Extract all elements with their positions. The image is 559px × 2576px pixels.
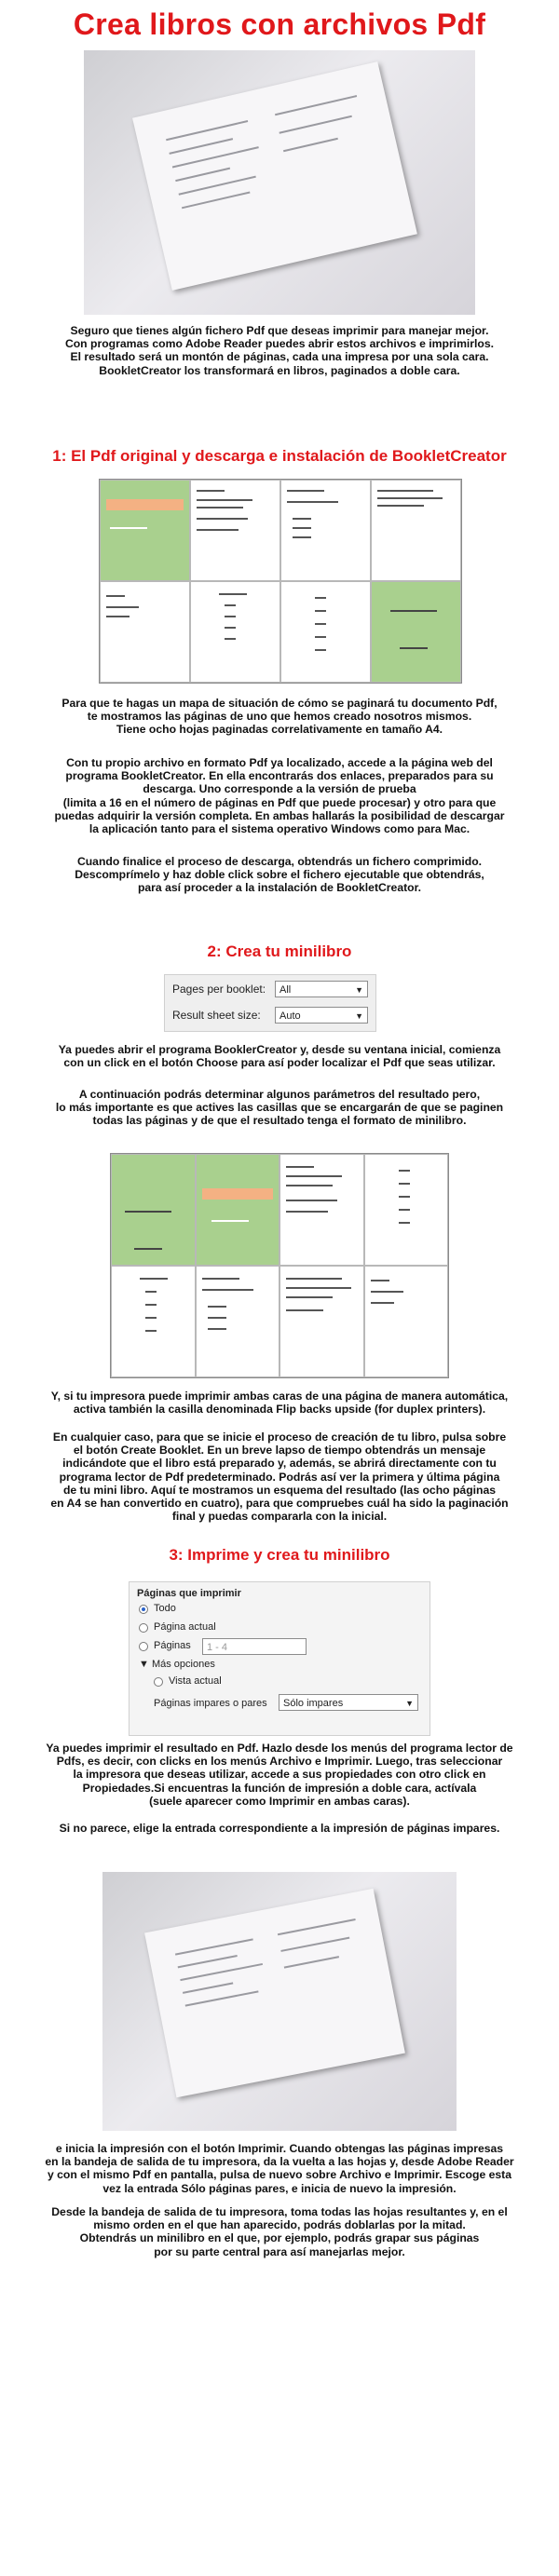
triangle-down-icon: ▼ (139, 1659, 152, 1670)
radio-all-label: Todo (154, 1603, 176, 1614)
pages-range-input[interactable]: 1 - 4 (202, 1638, 307, 1655)
section-2-text: Ya puedes abrir el programa BooklerCreator y, desde su ventana inicial, comienza con un click en el botón Choose para así poder localizar el Pdf que seas utilizar. (58, 1043, 501, 1070)
section-1-text: Para que te hagas un mapa de situación de cómo se paginará tu documento Pdf, te mostramos las páginas de uno que hemos creado nosotros mismos. Tiene ocho hojas paginadas correlativamente en tamaño A4. (61, 697, 498, 737)
radio-all[interactable] (139, 1605, 148, 1614)
page-thumbnail (280, 1154, 364, 1266)
page-thumbnail (371, 480, 461, 581)
section-3-text: Ya puedes imprimir el resultado en Pdf. Hazlo desde los menús del programa lector de Pdfs, es decir, con clicks en los menús Archivo e Imprimir. Luego, tras seleccionar la impresora que deseas utilizar, accede a sus propiedades con otro click en Propiedades.Si encuentras la función de impresión a doble cara, actívala (suele aparecer como Imprimir en ambas caras). (46, 1742, 513, 1808)
radio-current-view-label: Vista actual (169, 1675, 222, 1687)
page-thumbnail (111, 1266, 196, 1377)
print-pages-panel (129, 1581, 430, 1736)
radio-pages[interactable] (139, 1642, 148, 1651)
original-pages-diagram (99, 479, 462, 684)
section-2-text: Y, si tu impresora puede imprimir ambas caras de una página de manera automática, activa también la casilla denominada Flip backs upside (for duplex printers). (50, 1390, 509, 1417)
section-1-text: Cuando finalice el proceso de descarga, obtendrás un fichero comprimido. Descomprímelo y haz doble click sobre el fichero ejecutable que obtendrás, para así proceder a la instalación de BookletCreator. (75, 855, 484, 895)
section-1-text: Con tu propio archivo en formato Pdf ya localizado, accede a la página web del programa BookletCreator. En ella encontrarás dos enlaces, preparados para su descarga. Uno corresponde a la versión de prueba (limita a 16 en el número de páginas en Pdf que puede procesar) y otro para que puedas adquirir la versión completa. En ambas hallarás la posibilidad de descargar la aplicación tanto para el sistema operativo Windows como para Mac. (54, 756, 505, 836)
pages-per-booklet-label: Pages per booklet: (172, 983, 266, 996)
page-thumbnail (111, 1154, 196, 1266)
radio-current-page-label: Página actual (154, 1621, 216, 1633)
section-2-text: A continuación podrás determinar algunos parámetros del resultado pero, lo más importante es que actives las casillas que se encargarán de que se paginen todas las páginas y de que el resultado tenga el formato de minilibro. (55, 1088, 504, 1128)
section-3-title: 3: Imprime y crea tu minilibro (169, 1546, 390, 1564)
page-thumbnail (196, 1154, 280, 1266)
page-thumbnail (190, 480, 280, 581)
section-2-text: En cualquier caso, para que se inicie el proceso de creación de tu libro, pulsa sobre el botón Create Booklet. En un breve lapso de tiempo obtendrás un mensaje indicándote que el libro está preparado y, además, se abrirá directamente con tu programa lector de Pdf predeterminado. Podrás así ver la primera y última página de tu mini libro. Aquí te mostramos un esquema del resultado (las ocho páginas en A4 se han convertido en cuatro), para que compruebes cuál ha sido la paginación final y puedas compararla con la inicial. (50, 1430, 509, 1524)
booklet-result-diagram (110, 1153, 449, 1378)
radio-current-view[interactable] (154, 1677, 163, 1687)
odd-even-select[interactable]: Sólo impares ▼ (279, 1694, 418, 1711)
print-pages-heading: Páginas que imprimir (137, 1588, 241, 1599)
result-sheet-size-select[interactable]: Auto ▼ (275, 1007, 368, 1024)
page-thumbnail (100, 480, 190, 581)
radio-current-page[interactable] (139, 1623, 148, 1633)
radio-pages-label: Páginas (154, 1640, 191, 1651)
section-2-title: 2: Crea tu minilibro (207, 942, 352, 960)
section-3-text: e inicia la impresión con el botón Imprimir. Cuando obtengas las páginas impresas en la bandeja de salida de tu impresora, da la vuelta a las hojas y, desde Adobe Reader y con el mismo Pdf en pantalla, pulsa de nuevo sobre Archivo e Imprimir. Escoge esta vez la entrada Sólo páginas pares, e inicia de nuevo la impresión. (45, 2142, 514, 2195)
page-thumbnail (371, 581, 461, 683)
page-thumbnail (280, 581, 371, 683)
booklet-photo (84, 50, 475, 315)
chevron-down-icon: ▼ (405, 1699, 414, 1708)
section-3-text: Si no parece, elige la entrada correspondiente a la impresión de páginas impares. (59, 1822, 500, 1835)
page-title: Crea libros con archivos Pdf (73, 7, 486, 41)
chevron-down-icon: ▼ (355, 985, 363, 995)
more-options-toggle[interactable]: ▼ Más opciones (139, 1659, 215, 1670)
section-3-text: Desde la bandeja de salida de tu impresora, toma todas las hojas resultantes y, en el mismo orden en el que han aparecido, podrás doblarlas por la mitad. Obtendrás un minilibro en el que, por ejemplo, podrás grapar sus páginas por su parte central para así manejarlas mejor. (51, 2205, 508, 2258)
page-thumbnail (280, 480, 371, 581)
result-sheet-size-label: Result sheet size: (172, 1009, 261, 1022)
page-thumbnail (364, 1154, 449, 1266)
page-thumbnail (196, 1266, 280, 1377)
page-thumbnail (190, 581, 280, 683)
page-thumbnail (100, 581, 190, 683)
section-1-title: 1: El Pdf original y descarga e instalación de BookletCreator (52, 447, 507, 465)
intro-text: Seguro que tienes algún fichero Pdf que deseas imprimir para manejar mejor. Con programas como Adobe Reader puedes abrir estos archivos e imprimirlos. El resultado será un montón de páginas, cada una impresa por una sola cara. BookletCreator los transformará en libros, paginados a doble cara. (64, 324, 495, 377)
booklet-options-panel (164, 974, 376, 1032)
odd-even-label: Páginas impares o pares (154, 1698, 267, 1709)
printed-booklet-photo (102, 1872, 457, 2131)
chevron-down-icon: ▼ (355, 1011, 363, 1021)
pages-per-booklet-select[interactable]: All ▼ (275, 981, 368, 997)
page-thumbnail (280, 1266, 364, 1377)
page-thumbnail (364, 1266, 449, 1377)
